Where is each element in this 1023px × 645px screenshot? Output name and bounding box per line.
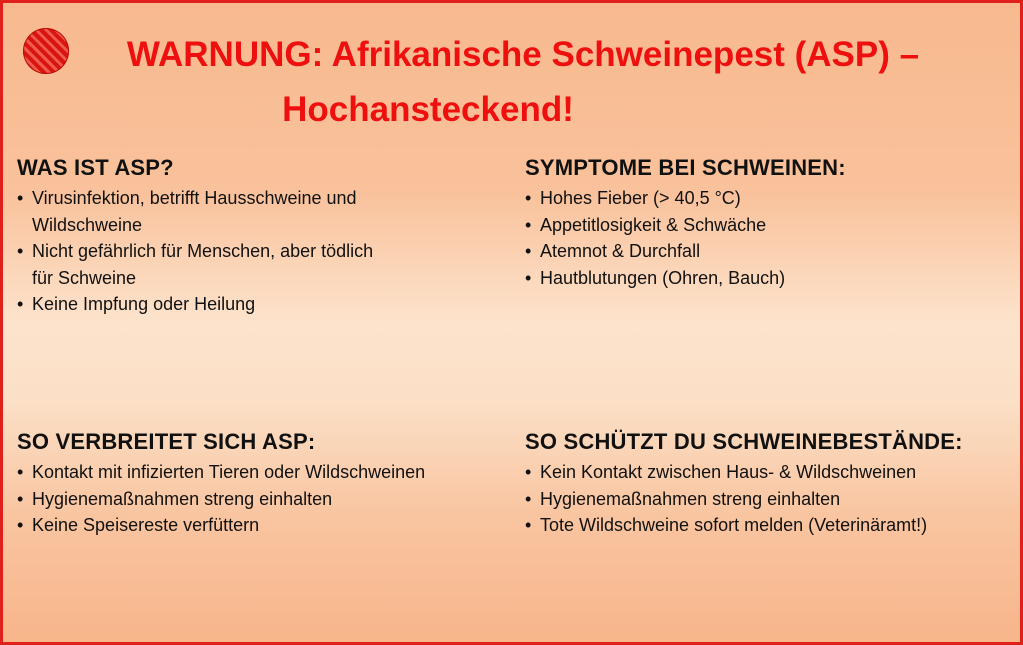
section-heading: WAS IST ASP? — [17, 155, 174, 180]
title-line-2: Hochansteckend! — [282, 90, 574, 129]
bullet-list — [17, 185, 377, 318]
biohazard-warning-icon — [23, 28, 69, 74]
list-item: • Hohes Fieber (> 40,5 °C) — [525, 185, 1005, 212]
list-item: • Atemnot & Durchfall — [525, 238, 1005, 265]
list-item: • Hygienemaßnahmen streng einhalten — [17, 486, 497, 513]
bullet-list — [525, 459, 1015, 539]
page-title — [83, 27, 963, 137]
section-schutz — [525, 427, 1015, 539]
section-heading: SO VERBREITET SICH ASP: — [17, 429, 316, 454]
list-item: • Tote Wildschweine sofort melden (Veterinäramt!) — [525, 512, 1015, 539]
list-item: • Keine Impfung oder Heilung — [17, 291, 377, 318]
list-item: • Appetitlosigkeit & Schwäche — [525, 212, 1005, 239]
title-line-1: WARNUNG: Afrikanische Schweinepest (ASP) – — [126, 35, 920, 74]
list-item: • Kontakt mit infizierten Tieren oder Wildschweinen — [17, 459, 497, 486]
list-item: • Virusinfektion, betrifft Hausschweine und Wildschweine — [17, 185, 377, 238]
list-item: • Hygienemaßnahmen streng einhalten — [525, 486, 1015, 513]
list-item: • Nicht gefährlich für Menschen, aber tödlich für Schweine — [17, 238, 377, 291]
section-verbreitung — [17, 427, 497, 539]
bullet-list — [17, 459, 497, 539]
section-heading: SYMPTOME BEI SCHWEINEN: — [525, 155, 846, 180]
list-item: • Keine Speisereste verfüttern — [17, 512, 497, 539]
list-item: • Kein Kontakt zwischen Haus- & Wildschweinen — [525, 459, 1015, 486]
section-was-ist-asp — [17, 153, 377, 318]
section-heading: SO SCHÜTZT DU SCHWEINEBESTÄNDE: — [525, 429, 963, 454]
section-symptome — [525, 153, 1005, 291]
bullet-list — [525, 185, 1005, 291]
list-item: • Hautblutungen (Ohren, Bauch) — [525, 265, 1005, 292]
